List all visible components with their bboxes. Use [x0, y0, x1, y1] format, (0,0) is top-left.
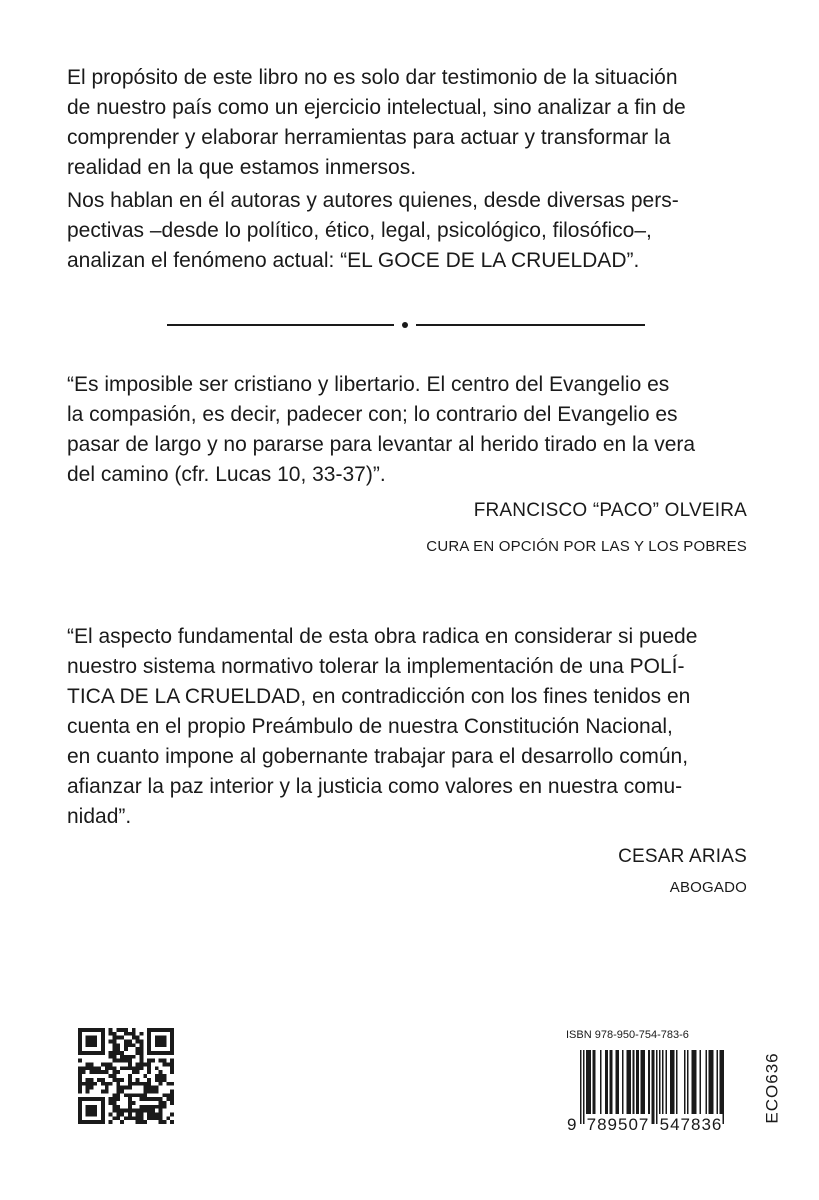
section-divider: [167, 322, 645, 328]
intro-paragraph-2: Nos hablan en él autoras y autores quienes, desde diversas pers- pectivas –desde lo político, ético, legal, psicológico, filosófico–, analizan el fenómeno actual: “EL GOCE DE LA CRUELDAD”.: [67, 189, 679, 272]
intro-paragraph-1: El propósito de este libro no es solo dar testimonio de la situación de nuestro país como un ejercicio intelectual, sino analizar a fin de comprender y elaborar herramientas para actuar y transformar la realidad en la que estamos inmersos.: [67, 66, 686, 179]
publisher-code-text: ECO636: [763, 1052, 783, 1124]
quote-arias: “El aspecto fundamental de esta obra radica en considerar si puede nuestro sistema normativo tolerar la implementación de una POLÍ- TICA DE LA CRUELDAD, en contradicción con los fines tenidos en cuenta en el propio Preámbulo de nuestra Constitución Nacional, en cuanto impone al gobernante trabajar para el desarrollo común, afianzar la paz interior y la justicia como valores en nuestra comu- nidad”.: [67, 625, 698, 828]
divider-rule-left: [167, 324, 394, 326]
quote-role-arias: ABOGADO: [669, 879, 747, 896]
quote-olveira: “Es imposible ser cristiano y libertario. El centro del Evangelio es la compasión, es decir, padecer con; lo contrario del Evangelio es pasar de largo y no pararse para levantar al herido tirado en la vera del camino (cfr. Lucas 10, 33-37)”.: [67, 373, 696, 486]
barcode-digit-first: 9: [567, 1115, 577, 1132]
isbn-label: ISBN 978-950-754-783-6: [566, 1029, 689, 1041]
isbn-barcode: [566, 1028, 746, 1138]
qr-code-icon: [78, 1028, 174, 1124]
barcode-digits-left: 789507: [586, 1115, 650, 1132]
ean13-barcode-icon: [566, 1050, 742, 1132]
quote-author-olveira: FRANCISCO “PACO” OLVEIRA: [473, 500, 747, 521]
publisher-code: [761, 1040, 785, 1136]
quote-author-arias: CESAR ARIAS: [618, 846, 747, 867]
quote-role-olveira: CURA EN OPCIÓN POR LAS Y LOS POBRES: [426, 538, 747, 555]
barcode-digits-right: 547836: [659, 1115, 723, 1132]
divider-dot: [402, 322, 408, 328]
divider-rule-right: [416, 324, 645, 326]
